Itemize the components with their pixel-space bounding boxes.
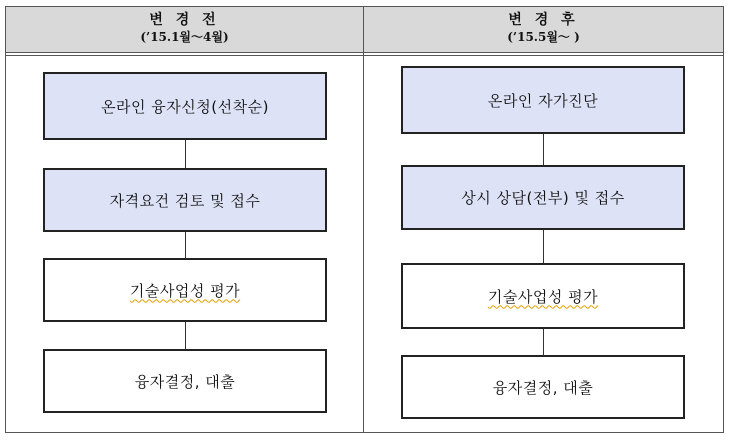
before-step-2-label: 자격요건 검토 및 접수	[109, 191, 261, 210]
before-header	[6, 7, 363, 52]
after-step-2	[401, 165, 685, 230]
before-step-2	[43, 168, 327, 232]
before-connector-2	[185, 232, 186, 258]
before-connector-3	[185, 322, 186, 349]
after-step-2-label: 상시 상담(전부) 및 접수	[461, 189, 625, 207]
after-step-1	[401, 66, 685, 134]
after-period: (’15.5월～ )	[507, 30, 580, 44]
before-step-3-label: 기술사업성 평가	[129, 281, 241, 300]
before-step-4-label: 융자결정, 대출	[134, 372, 236, 391]
after-step-3	[401, 263, 685, 329]
column-divider	[363, 7, 364, 432]
comparison-table	[5, 6, 724, 433]
header-divider	[6, 52, 723, 56]
after-title: 변 경 후	[508, 12, 579, 28]
before-title: 변 경 전	[149, 12, 220, 28]
after-step-4-label: 융자결정, 대출	[492, 378, 594, 397]
before-connector-1	[185, 140, 186, 168]
before-step-3	[43, 258, 327, 322]
before-step-1-label: 온라인 융자신청(선착순)	[101, 97, 269, 116]
before-period: (’15.1월～4월)	[140, 30, 229, 44]
after-step-1-label: 온라인 자가진단	[487, 91, 599, 110]
before-step-4	[43, 349, 327, 413]
before-step-1	[43, 72, 327, 140]
after-connector-2	[543, 230, 544, 263]
after-step-3-label: 기술사업성 평가	[487, 287, 599, 306]
after-connector-1	[543, 134, 544, 165]
after-header	[364, 7, 723, 52]
after-step-4	[401, 355, 685, 419]
after-connector-3	[543, 329, 544, 355]
